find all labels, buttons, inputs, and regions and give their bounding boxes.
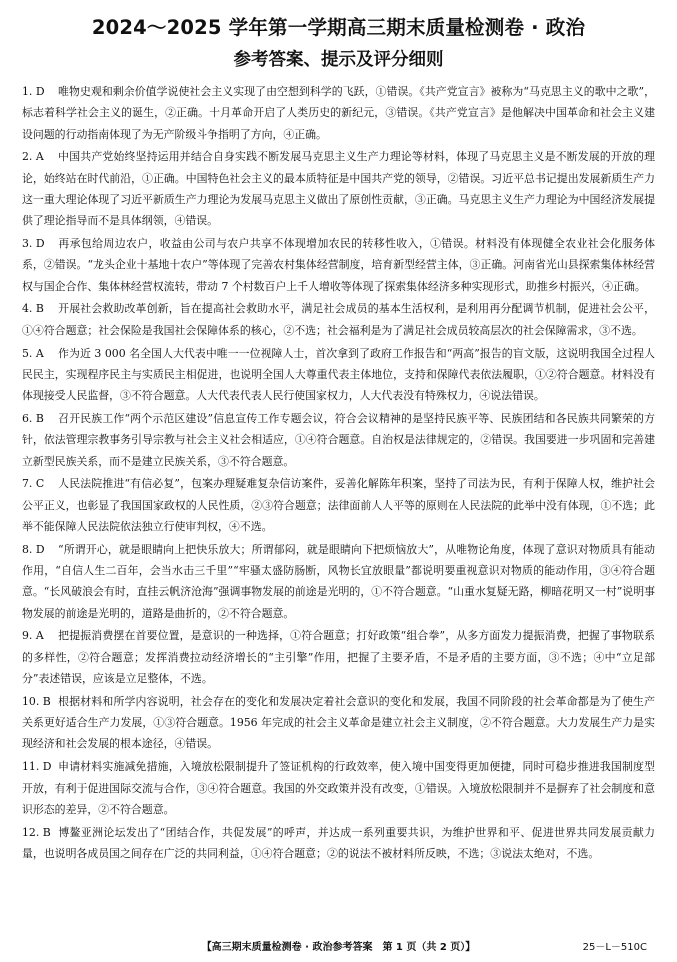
- answer-explanation: 博鳌亚洲论坛发出了“团结合作，共促发展”的呼声，并达成一系列重要共识，为维护世界和平、促进世界共同发展贡献力量，也说明各成员国之间存在广泛的共同利益，①④符合题意；②的说法不被材料所反映，不选；③说法太绝对，不选。: [22, 825, 655, 860]
- footer-doc-code: 25－L－510C: [582, 942, 647, 953]
- answer-item: [22, 408, 655, 472]
- answer-item: [22, 691, 655, 755]
- answer-number: 5. A: [22, 346, 44, 360]
- answer-explanation: 召开民族工作“两个示范区建设”信息宣传工作专题会议，符合会议精神的是坚持民族平等、民族团结和各民族共同繁荣的方针，依法管理宗教事务引导宗教与社会主义社会相适应，①④符合题意。自治权是法律规定的，②错误。我国要进一步巩固和完善建立新型民族关系，而不是建立民族关系，③不符合题意。: [22, 411, 655, 468]
- page-title: 2024～2025 学年第一学期高三期末质量检测卷 · 政治: [91, 16, 586, 39]
- answer-item: [22, 756, 655, 820]
- answer-explanation: 根据材料和所学内容说明，社会存在的变化和发展决定着社会意识的变化和发展，我国不同阶段的社会革命都是为了使生产关系更好适合生产力发展，①③符合题意。1956 年完成的社会主义革命是建立社会主义制度，②不符合题意。大力发展生产力是实现经济和社会发展的根本途径，④错误。: [22, 694, 655, 751]
- answer-explanation: 申请材料实施减免措施，入境放松限制提升了签证机构的行政效率，使入境中国变得更加便捷，同时可稳步推进我国制度型开放，有利于促进国际交流与合作，③④符合题意。我国的外交政策并没有改变，①错误。入境放松限制并不是摒弃了社会制度和意识形态的差异，②不符合题意。: [22, 760, 655, 816]
- answer-item: [22, 298, 655, 341]
- answer-number: 9. A: [22, 629, 44, 643]
- answer-number: 8. D: [22, 542, 45, 556]
- answer-number: 3. D: [22, 237, 45, 251]
- answer-explanation: 唯物史观和剩余价值学说使社会主义实现了由空想到科学的飞跃，①错误。《共产党宣言》被称为“马克思主义的歌中之歌”，标志着科学社会主义的诞生，②正确。十月革命开启了人类历史的新纪元，③错误。《共产党宣言》是他解决中国革命和社会主义建设问题的行动指南体现了为无产阶级斗争指明了方向，④正确。: [22, 85, 655, 141]
- footer-page-info: 【高三期末质量检测卷 · 政治参考答案 第 1 页（共 2 页）】: [201, 942, 476, 953]
- answer-explanation: 人民法院推进“有信必复”，包案办理疑难复杂信访案件，妥善化解陈年积案，坚持了司法为民，有利于保障人权，维护社会公平正义，也彰显了我国国家政权的人民性质，②③符合题意；法律面前人人平等的原则在人民法院的此举中没有体现，①不选；此举不能保障人民法院依法独立行使审判权，④不选。: [22, 477, 655, 533]
- answer-number: 4. B: [22, 302, 44, 316]
- answer-explanation: 作为近 3 000 名全国人大代表中唯一一位视障人士，首次拿到了政府工作报告和“两高”报告的盲文版，这说明我国全过程人民民主，实现程序民主与实质民主相促进，也说明全国人大尊重代表主体地位，支持和保障代表依法履职，①②符合题意。材料没有体现接受人民监督，③不符合题意。人大代表代表人民行使国家权力，人大代表没有特殊权力，④说法错误。: [22, 346, 655, 403]
- answer-item: [22, 343, 655, 407]
- answer-number: 6. B: [22, 411, 44, 425]
- answer-item: [22, 81, 655, 145]
- answer-explanation: 把提振消费摆在首要位置，是意识的一种选择，①符合题意；打好政策“组合拳”，从多方面发力提振消费，把握了事物联系的多样性，②符合题意；发挥消费拉动经济增长的“主引擎”作用，把握了主要矛盾，不是矛盾的主要方面，③不选；④中“立足部分”表述错误，应该是立足整体，不选。: [22, 629, 655, 686]
- answer-item: [22, 233, 655, 297]
- answer-list: [22, 81, 655, 864]
- answer-explanation: “所谓开心，就是眼睛向上把快乐放大；所谓郁闷，就是眼睛向下把烦恼放大”，从唯物论角度，体现了意识对物质具有能动作用，“自信人生二百年，会当水击三千里”“牢骚太盛防肠断，风物长宜放眼量”都说明要重视意识对物质的能动作用，③④符合题意。“长风破浪会有时，直挂云帆济沧海”强调事物发展的前途是光明的，①不符合题意。“山重水复疑无路，柳暗花明又一村”说明事物发展的前途是光明的，道路是曲折的，②不符合题意。: [22, 542, 655, 620]
- answer-explanation: 开展社会救助改革创新，旨在提高社会救助水平，满足社会成员的基本生活权利，是利用再分配调节机制，促进社会公平，①④符合题意；社会保险是我国社会保障体系的核心，②不选；社会福利是为了满足社会成员较高层次的社会保障需求，③不选。: [22, 302, 655, 337]
- page-footer: [0, 938, 677, 952]
- answer-number: 7. C: [22, 477, 45, 491]
- answer-item: [22, 473, 655, 537]
- page-subtitle: 参考答案、提示及评分细则: [233, 50, 444, 70]
- answer-number: 2. A: [22, 150, 44, 164]
- answer-item: [22, 822, 655, 865]
- answer-number: 10. B: [22, 694, 51, 708]
- answer-explanation: 中国共产党始终坚持运用并结合自身实践不断发展马克思主义生产力理论等材料，体现了马克思主义是不断发展的开放的理论，始终站在时代前沿，①正确。中国特色社会主义的最本质特征是中国共产党的领导，②错误。习近平总书记提出发展新质生产力这一重大理论体现了习近平新质生产力理论为发展马克思主义做出了原创性贡献，③正确。马克思主义生产力理论为中国经济发展提供了理论指导而不是具体纲领，④错误。: [22, 150, 655, 228]
- answer-explanation: 再承包给周边农户，收益由公司与农户共享不体现增加农民的转移性收入，①错误。材料没有体现健全农业社会化服务体系，②错误。“龙头企业十基地十农户”等体现了完善农村集体经营制度，培育新型经营主体，③正确。河南省光山县探索集体林经营权与国企合作、集体林经营权流转，带动 7 个村数百户上千人增收等体现了探索集体经济多种实现形式，助推乡村振兴，④正确。: [22, 237, 655, 293]
- answer-item: [22, 539, 655, 624]
- answer-item: [22, 146, 655, 231]
- answer-number: 12. B: [22, 825, 51, 839]
- answer-item: [22, 625, 655, 689]
- answer-number: 11. D: [22, 760, 52, 774]
- answer-number: 1. D: [22, 85, 45, 98]
